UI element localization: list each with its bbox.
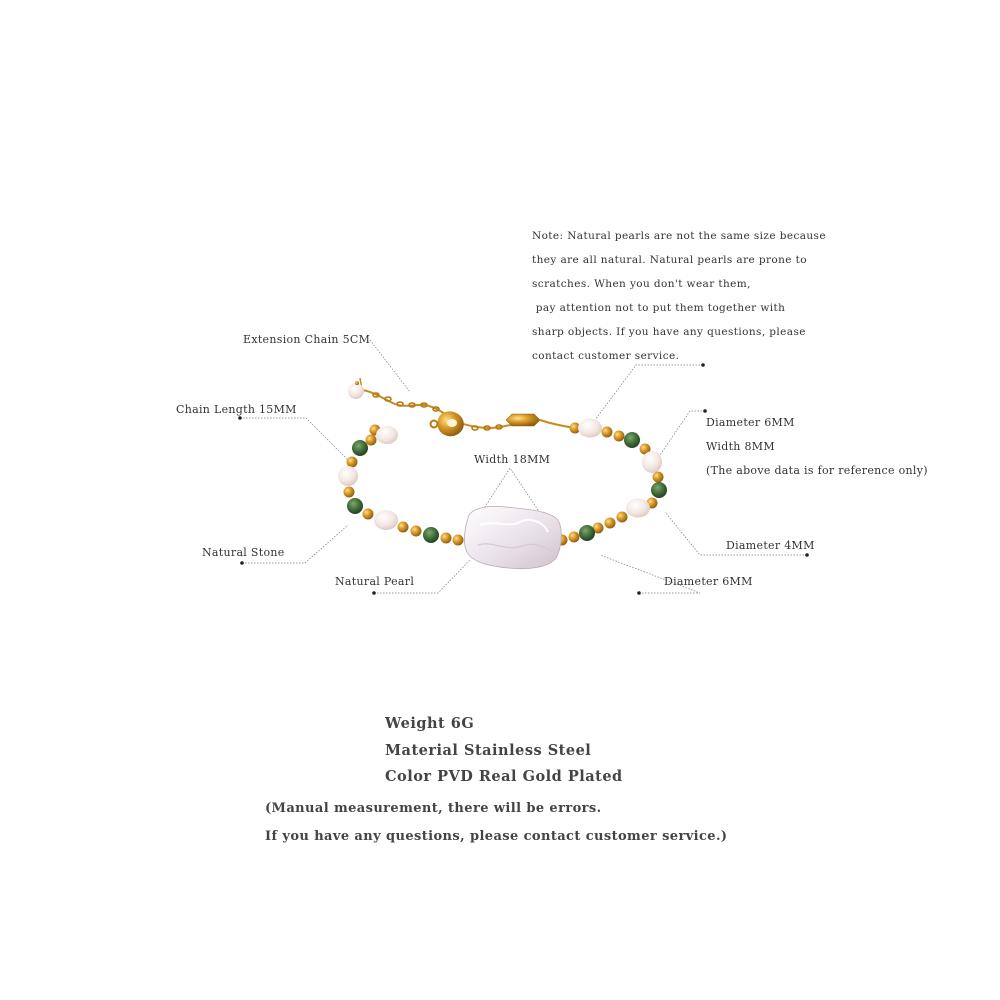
- leader-diameter-right: [660, 411, 705, 455]
- label-chain-length: Chain Length 15MM: [176, 403, 297, 416]
- leader-diameter-top: [592, 365, 703, 424]
- label-natural-pearl: Natural Pearl: [335, 575, 415, 588]
- label-natural-stone: Natural Stone: [202, 546, 285, 559]
- leader-chain-length: [240, 418, 350, 462]
- label-diameter-right-top: Diameter 6MM: [706, 416, 795, 429]
- note-line: sharp objects. If you have any questions, please: [532, 326, 806, 338]
- label-reference-note: (The above data is for reference only): [706, 464, 928, 477]
- label-extension-chain: Extension Chain 5CM: [243, 333, 371, 346]
- spec-material: Material Stainless Steel: [385, 741, 592, 759]
- note-line: Note: Natural pearls are not the same size because: [532, 230, 826, 242]
- label-width-center: Width 18MM: [474, 453, 551, 466]
- spec-weight: Weight 6G: [385, 715, 475, 732]
- note-line: scratches. When you don't wear them,: [532, 278, 751, 290]
- disclaimer-line-1: (Manual measurement, there will be errors.: [265, 801, 602, 816]
- note-line: they are all natural. Natural pearls are prone to: [532, 254, 807, 266]
- hex-tag: [506, 414, 540, 426]
- drop-pearl: [348, 378, 364, 399]
- lobster-clasp: [431, 411, 464, 436]
- measurement-disclaimer: [265, 795, 727, 850]
- label-diameter-4mm: Diameter 4MM: [726, 539, 815, 552]
- label-diameter-bottom: Diameter 6MM: [664, 575, 753, 588]
- note-line: contact customer service.: [532, 350, 680, 362]
- product-specs: [385, 711, 623, 791]
- label-width-right: Width 8MM: [706, 440, 775, 453]
- disclaimer-line-2: If you have any questions, please contact customer service.): [265, 828, 728, 844]
- leader-extension-chain: [370, 340, 410, 392]
- care-note: [532, 224, 826, 368]
- spec-color: Color PVD Real Gold Plated: [385, 768, 623, 785]
- center-baroque-pearl: [464, 506, 561, 568]
- note-line: pay attention not to put them together with: [532, 302, 786, 314]
